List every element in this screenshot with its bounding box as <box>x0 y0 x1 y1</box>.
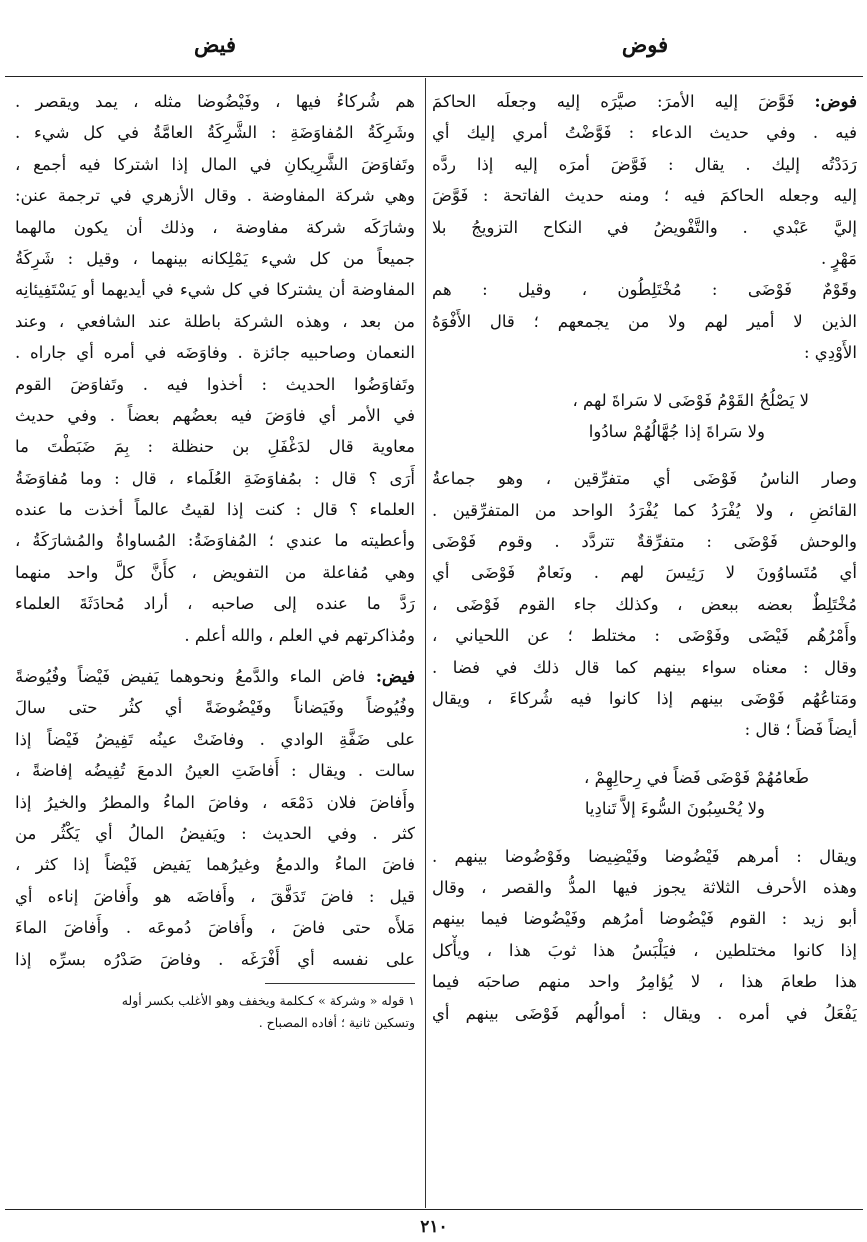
entry-line: وشَرِكَةُ المُفاوَضَةِ : الشَّرِكَةُ العامَّةُ في كل شيء . <box>15 123 415 143</box>
entry-line: النعمان وصاحبيه جائزة . وفاوَضَه في أمره أي جاراه . <box>15 343 415 363</box>
entry-line: والوحش فَوْضَى : متفرِّقةٌ تتردَّد . وقوم فَوْضَى <box>432 532 857 552</box>
entry-line: مَلأَه حتى فاضَ ، وأَفاضَ دُموعَه . وأَفاضَ الماءَ <box>15 918 415 938</box>
entry-line: المفاوضة أن يشتركا في كل شيء في أيديهما أو يَسْتَفِيئانِه <box>15 280 415 300</box>
entry-line: وصار الناسُ فَوْضَى أي متفرِّقين ، وهو جماعةُ <box>432 469 857 489</box>
entry-line: أبو زيد : القوم فَيْضُوضا أمرُهم وفَيْضُوضا فيما بينهم <box>432 909 857 929</box>
entry-line: مَهْرٍ . <box>820 248 857 268</box>
running-header-right: فوض <box>621 32 669 57</box>
entry-line: وتَفاوَضَ الشَّرِيكانِ في المال إذا اشتركا فيه أجمع ، <box>15 154 415 174</box>
entry-line: وأَفاضَ فلان دَمْعَه ، وفاضَ الماءُ والمطرُ والخيرُ إذا <box>15 792 415 812</box>
entry-line: مُخْتَلِطٌ بعضه ببعض ، وكذلك جاء القوم فَوْضَى ، <box>432 594 857 614</box>
entry-line: إذا كانوا مختلطين ، فيَلْبَسُ هذا ثوبَ هذا ، ويأْكل <box>432 940 857 960</box>
entry-line: إليه وجعله الحاكمَ فيه ؛ ومنه حديث الفاتحة : فَوَّضَ <box>432 186 857 206</box>
entry-line: فيه . وفي حديث الدعاء : فَوَّضْتُ أمري إليك أي <box>432 123 857 143</box>
column-divider <box>425 78 426 1208</box>
entry-line: قيل : فاضَ تَدَفَّقَ ، وأَفاضَه هو وأَفاضَ إناءه أي <box>15 886 415 906</box>
entry-line: فاضَ الماءُ والدمعُ وغيرُهما يَفيض فَيْضاً إذا كثر ، <box>15 855 415 875</box>
footnote-rule <box>265 983 415 984</box>
verse-line: ولا يُحْسِبُونَ السُّوءَ إلاَّ تَنادِيا <box>584 799 765 819</box>
entry-line: وقال : معناه سواء بينهم كما قال ذلك في فضا . <box>432 657 857 677</box>
left-column <box>15 86 415 1206</box>
entry-line: أَرَى ؟ قال : بمُفاوَضَةِ العُلَماء ، قال : وما مُفاوَضَةُ <box>15 468 415 488</box>
entry-line: وهي شركة المفاوضة . وقال الأزهري في ترجمة عنن: <box>15 186 415 206</box>
entry-line: ومَتاعُهُم فَوْضَى بينهم إذا كانوا فيه شُركاءَ ، ويقال <box>432 689 857 709</box>
entry-line: رَدَّ ما عنده إلى صاحبه ، أراد مُحادَثَةَ العلماء <box>15 594 415 614</box>
entry-line: وهذه الأحرف الثلاثة يجوز فيها المدُّ والقصر ، وقال <box>432 877 857 897</box>
verse-line: طَعامُهُمْ فَوْضَى فَضاً في رِحالِهِمْ ، <box>584 767 809 787</box>
headword: فوض: <box>814 92 857 111</box>
entry-line: رَدَدْتُه إليك . يقال : فَوَّضَ أمرَه إليه إذا ردَّه <box>432 154 857 174</box>
header-rule <box>5 76 863 77</box>
entry-line: ويقال : أمرهم فَيْضُوضا وفَيْضِيضا وفَوْضُوضا بينهم . <box>432 846 857 866</box>
entry-line: وهي مُفاعلة من التفويض ، كأَنَّ كلَّ واحد منهما <box>15 562 415 582</box>
entry-line: الأَوْدِي : <box>803 343 857 363</box>
entry-line: وأَمْرُهُم فَيْضَى وفَوْضَى : مختلط ؛ عن اللحياني ، <box>432 626 857 646</box>
entry-line: سالت . ويقال : أَفاضَتِ العينُ الدمعَ تُفِيضُه إفاضةً ، <box>15 761 415 781</box>
entry-line: الذين لا أمير لهم ولا من يجمعهم ؛ قال الأَفْوَهُ <box>432 311 857 331</box>
entry-line: وأعطيته ما عندي ؛ المُفاوَضَةُ: المُساواةُ والمُشارَكَةُ ، <box>15 531 415 551</box>
entry-line: وفُيُوضاً وفَيَضاناً وفَيْضُوضَةً أي كثُر حتى سالَ <box>15 698 415 718</box>
entry-line: فيض: فاض الماء والدَّمعُ ونحوهما يَفيض فَيْضاً وفُيُوضةً <box>15 667 415 687</box>
verse-line: ولا سَراةَ إذا جُهَّالُهُمْ سادُوا <box>588 421 765 441</box>
entry-line: في الأمر أي فاوَضَ فيه بعضُهم بعضاً . وفي حديث <box>15 405 415 425</box>
entry-line: كثر . وفي الحديث : ويَفيضُ المالُ أي يَكْثُر من <box>15 823 415 843</box>
entry-line: وقَوْمٌ فَوْضَى : مُخْتَلِطُون ، وقيل : هم <box>432 280 857 300</box>
entry-line: هم شُركاءُ فيها ، وفَيْضُوضا مثله ، يمد ويقصر . <box>15 92 415 111</box>
entry-line: هذا طعامَ هذا ، لا يُؤامِرُ واحد منهم صاحبَه فيما <box>432 972 857 992</box>
entry-line: ومُذاكرتهم في العلم ، والله أعلم . <box>184 625 415 645</box>
entry-line: معاوية قال لدَغْفَلِ بن حنظلة : بِمَ ضَبَطْتَ ما <box>15 437 415 457</box>
entry-line: يَفْعَلُ في أمره . ويقال : أموالُهم فَوْضَى بينهم أي <box>432 1003 857 1023</box>
headword: فيض: <box>375 667 415 687</box>
entry-line: إليَّ عَبْدي . والتَّفْويضُ في النكاح التزويجُ بلا <box>432 217 857 237</box>
entry-line: أيضاً فَضاً ؛ قال : <box>744 720 857 740</box>
entry-line: العلماء ؟ قال : كنت إذا لقيتُ عالماً أخذت ما عنده <box>15 500 415 520</box>
footnote-line: ١ قوله « وشركة » كـكلمة ويخفف وهو الأغلب بكسر أوله <box>121 992 415 1008</box>
entry-line: أي مُتَساوُونَ لا رَئِيسَ لهم . ونَعامٌ فَوْضَى أي <box>432 563 857 583</box>
entry-line: من بعد ، وهذه الشركة باطلة عند الشافعي ، وعند <box>15 311 415 331</box>
entry-line: على ضَفَّةِ الوادي . وفاضَتْ عينُه تَفِيضُ فَيْضاً إذا <box>15 729 415 749</box>
running-header-left: فيض <box>193 32 237 57</box>
entry-line: على نفسه أي أَفْرَغَه . وفاضَ صَدْرُه بسرِّه إذا <box>15 949 415 969</box>
entry-line: وتَفاوَضُوا الحديث : أخذوا فيه . وتَفاوَضَ القوم <box>15 374 415 394</box>
entry-line: القائضِ ، ولا يُفْرَدُ كما يُفْرَدُ الواحد من المتفرِّقين . <box>432 500 857 520</box>
page-number: ٢١٠ <box>420 1217 448 1237</box>
footnote-line: وتسكين ثانية ؛ أفاده المصباح . <box>258 1014 415 1030</box>
right-column <box>432 86 857 1206</box>
entry-line: فوض: فَوَّضَ إليه الأمرَ: صيَّرَه إليه وجعلَه الحاكمَ <box>432 92 857 111</box>
entry-line: جميعاً من كل شيء يَمْلِكانه بينهما ، وقيل : شَرِكَةُ <box>15 248 415 268</box>
verse-line: لا يَصْلُحُ القَوْمُ فَوْضَى لا سَراةَ لهم ، <box>572 390 809 410</box>
entry-line: وشارَكَه شركة مفاوضة ، وذلك أن يكون مالهما <box>15 217 415 237</box>
footer-rule <box>5 1209 863 1210</box>
